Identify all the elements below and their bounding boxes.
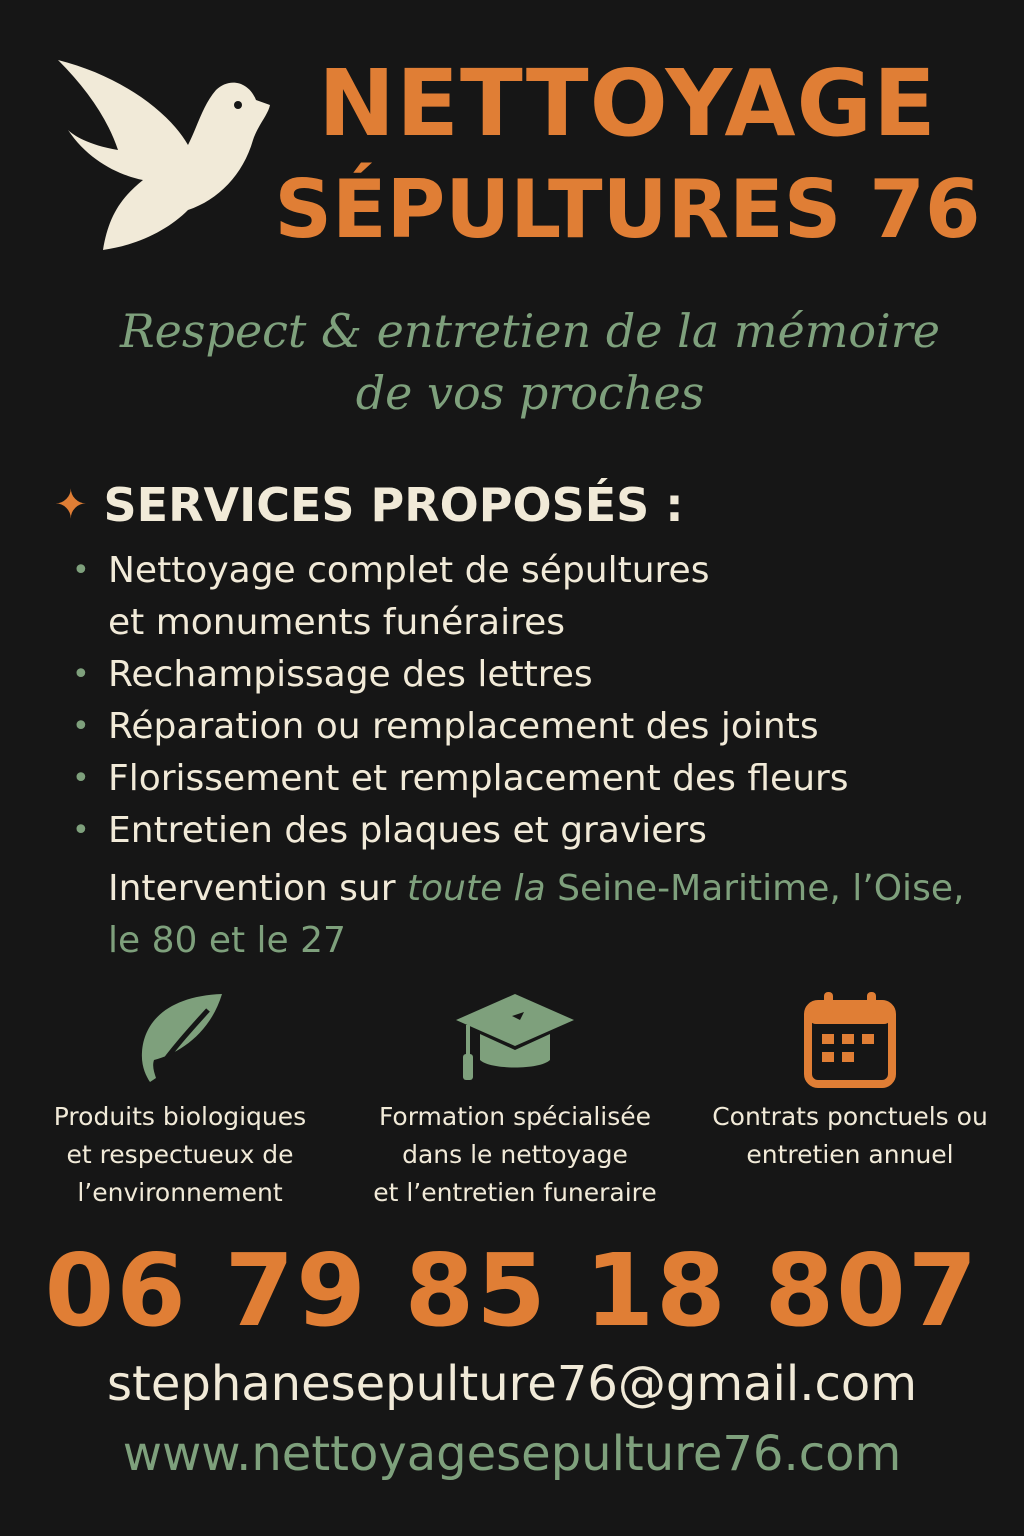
phone-number[interactable]: 06 79 85 18 807 bbox=[44, 1232, 980, 1349]
area-regions: Seine-Maritime, l’Oise, le 80 et le 27 bbox=[108, 868, 965, 961]
list-item bbox=[70, 545, 970, 649]
services-heading-text: SERVICES PROPOSÉS : bbox=[103, 478, 684, 532]
feature-text: Produits biologiques et respectueux de l’environnement bbox=[53, 1102, 307, 1207]
website-link[interactable]: www.nettoyagesepulture76.com bbox=[122, 1426, 902, 1482]
features-row bbox=[20, 990, 1010, 1212]
list-item bbox=[70, 649, 970, 701]
feature-text: Contrats ponctuels ou entretien annuel bbox=[712, 1102, 988, 1169]
leaf-icon bbox=[130, 990, 230, 1090]
bullet-icon: • bbox=[72, 553, 90, 588]
list-item bbox=[70, 753, 970, 805]
graduation-cap-icon bbox=[450, 990, 580, 1090]
service-text: Rechampissage des lettres bbox=[108, 654, 593, 695]
calendar-icon bbox=[800, 990, 900, 1090]
sparkle-star-icon: ✦ bbox=[54, 482, 88, 528]
feature-contracts bbox=[690, 990, 1010, 1212]
area-prefix: Intervention sur bbox=[108, 868, 407, 909]
intervention-area bbox=[108, 863, 968, 967]
dove-icon bbox=[48, 50, 278, 280]
title-line-1: NETTOYAGE bbox=[318, 50, 937, 157]
feature-text: Formation spécialisée dans le nettoyage et l’entretien funeraire bbox=[373, 1102, 657, 1207]
service-text: Réparation ou remplacement des joints bbox=[108, 706, 819, 747]
bullet-icon: • bbox=[72, 761, 90, 796]
area-emphasis: toute la bbox=[407, 868, 546, 909]
services-heading bbox=[54, 478, 684, 532]
tagline-line-2: de vos proches bbox=[355, 366, 705, 420]
feature-training bbox=[355, 990, 675, 1212]
tagline-line-1: Respect & entretien de la mémoire bbox=[120, 304, 940, 358]
service-text: Entretien des plaques et graviers bbox=[108, 810, 707, 851]
bullet-icon: • bbox=[72, 657, 90, 692]
email-address[interactable]: stephanesepulture76@gmail.com bbox=[107, 1356, 917, 1412]
bullet-icon: • bbox=[72, 813, 90, 848]
service-text: Nettoyage complet de sépultures et monuments funéraires bbox=[108, 550, 710, 643]
service-text: Florissement et remplacement des fleurs bbox=[108, 758, 849, 799]
feature-organic bbox=[20, 990, 340, 1212]
title-line-2: SÉPULTURES 76 bbox=[274, 163, 981, 256]
tagline bbox=[40, 300, 1020, 424]
services-list bbox=[70, 545, 970, 857]
list-item bbox=[70, 701, 970, 753]
page-title bbox=[255, 50, 1000, 256]
bullet-icon: • bbox=[72, 709, 90, 744]
list-item bbox=[70, 805, 970, 857]
